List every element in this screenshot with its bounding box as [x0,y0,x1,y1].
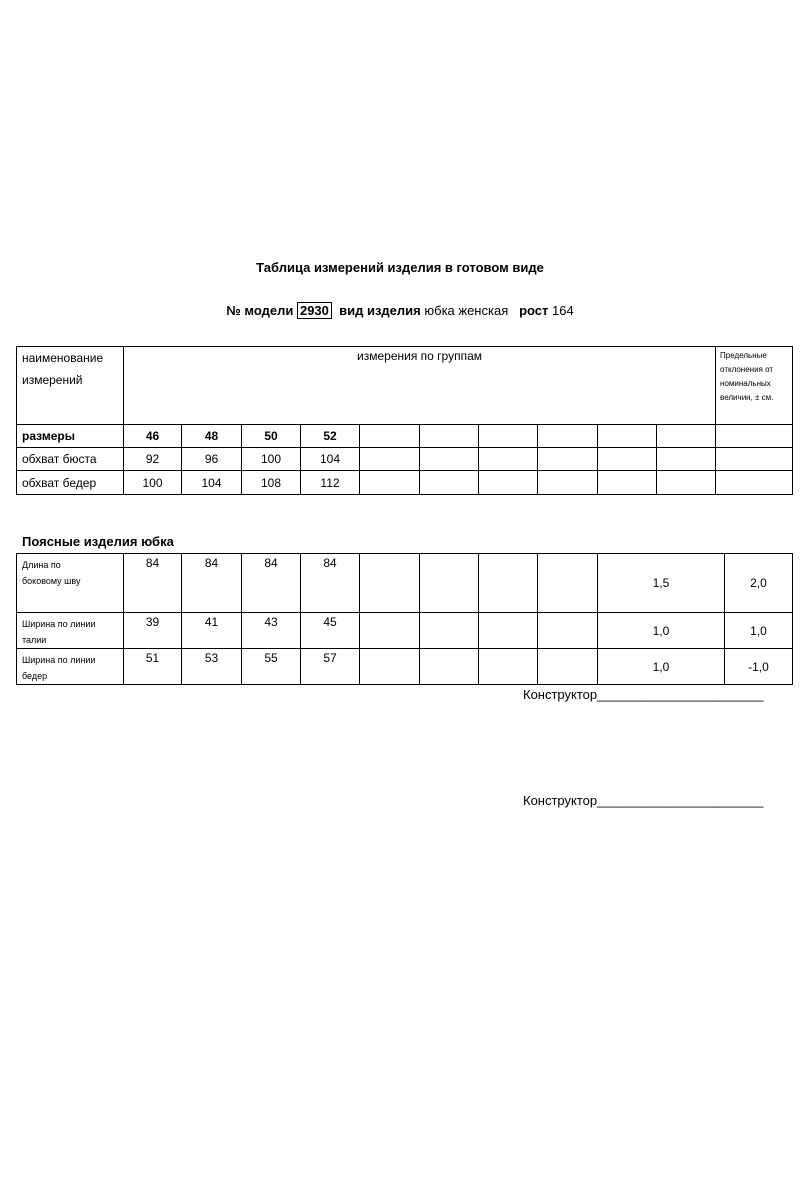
value-cell: 84 [301,554,360,613]
table-row [17,649,793,685]
row-label-line: бедер [22,671,48,681]
tolerance-cell: 1,0 [725,613,793,649]
empty-cell [420,613,479,649]
type-label: вид изделия [339,303,421,318]
empty-cell [420,649,479,685]
value-cell: 84 [182,554,242,613]
height-label: рост [519,303,549,318]
empty-cell [598,471,657,495]
model-number: 2930 [297,302,332,319]
row-label-line: Длина по [22,560,61,570]
row-label-line: талии [22,635,47,645]
empty-cell [538,554,598,613]
table-row [17,471,793,495]
table-row [17,448,793,471]
table-row [17,425,793,448]
value-cell: 104 [182,471,242,495]
empty-cell [360,425,420,448]
row-label: обхват бюста [17,448,124,471]
empty-cell [420,425,479,448]
value-cell: 108 [242,471,301,495]
skirt-measurements-table [16,553,793,685]
size-cell: 52 [301,425,360,448]
empty-cell [420,448,479,471]
section-title: Поясные изделия юбка [22,534,174,549]
document-title: Таблица измерений изделия в готовом виде [256,260,544,275]
empty-cell [538,425,598,448]
size-cell: 48 [182,425,242,448]
empty-cell [598,448,657,471]
empty-cell [360,448,420,471]
table-row [17,554,793,613]
empty-cell [538,471,598,495]
tolerance-cell: 1,5 [598,554,725,613]
empty-cell [538,613,598,649]
empty-cell [657,471,716,495]
tolerance-cell: 2,0 [725,554,793,613]
empty-cell [538,448,598,471]
table-header-row [17,347,793,425]
empty-cell [360,471,420,495]
empty-cell [360,649,420,685]
empty-cell [420,554,479,613]
empty-cell [657,448,716,471]
value-cell: 104 [301,448,360,471]
header-tolerances: Предельные отклонения от номинальных величин, ± см. [716,347,793,425]
header-measurement-name [17,347,124,425]
row-label: размеры [17,425,124,448]
empty-cell [479,471,538,495]
size-cell: 50 [242,425,301,448]
header-left-line: измерений [22,373,83,387]
value-cell: 55 [242,649,301,685]
value-cell: 112 [301,471,360,495]
row-label-line: боковому шву [22,576,81,586]
value-cell: 51 [124,649,182,685]
header-left-line: наименование [22,351,104,365]
header-groups: измерения по группам [124,347,716,425]
empty-cell [657,425,716,448]
tolerance-cell: -1,0 [725,649,793,685]
constructor-signature-line: Конструктор_______________________ [523,687,764,702]
value-cell: 100 [124,471,182,495]
constructor-signature-line: Конструктор_______________________ [523,793,764,808]
value-cell: 53 [182,649,242,685]
value-cell: 57 [301,649,360,685]
row-label [17,613,124,649]
value-cell: 39 [124,613,182,649]
value-cell: 84 [242,554,301,613]
value-cell: 96 [182,448,242,471]
table-row [17,613,793,649]
value-cell: 45 [301,613,360,649]
tolerance-cell: 1,0 [598,649,725,685]
value-cell: 100 [242,448,301,471]
empty-cell [479,649,538,685]
value-cell: 43 [242,613,301,649]
value-cell: 92 [124,448,182,471]
empty-cell [420,471,479,495]
empty-cell [538,649,598,685]
value-cell: 41 [182,613,242,649]
value-cell: 84 [124,554,182,613]
empty-cell [360,554,420,613]
row-label-line: Ширина по линии [22,655,96,665]
empty-cell [479,448,538,471]
empty-cell [479,554,538,613]
row-label-line: Ширина по линии [22,619,96,629]
empty-cell [479,613,538,649]
height-value: 164 [552,303,574,318]
empty-cell [598,425,657,448]
empty-cell [716,471,793,495]
measurements-table [16,346,793,495]
empty-cell [479,425,538,448]
size-cell: 46 [124,425,182,448]
row-label: обхват бедер [17,471,124,495]
type-value: юбка женская [424,303,509,318]
empty-cell [360,613,420,649]
row-label [17,554,124,613]
empty-cell [716,425,793,448]
tolerance-cell: 1,0 [598,613,725,649]
model-label: № модели [226,303,294,318]
row-label [17,649,124,685]
model-info-line [0,303,800,318]
empty-cell [716,448,793,471]
